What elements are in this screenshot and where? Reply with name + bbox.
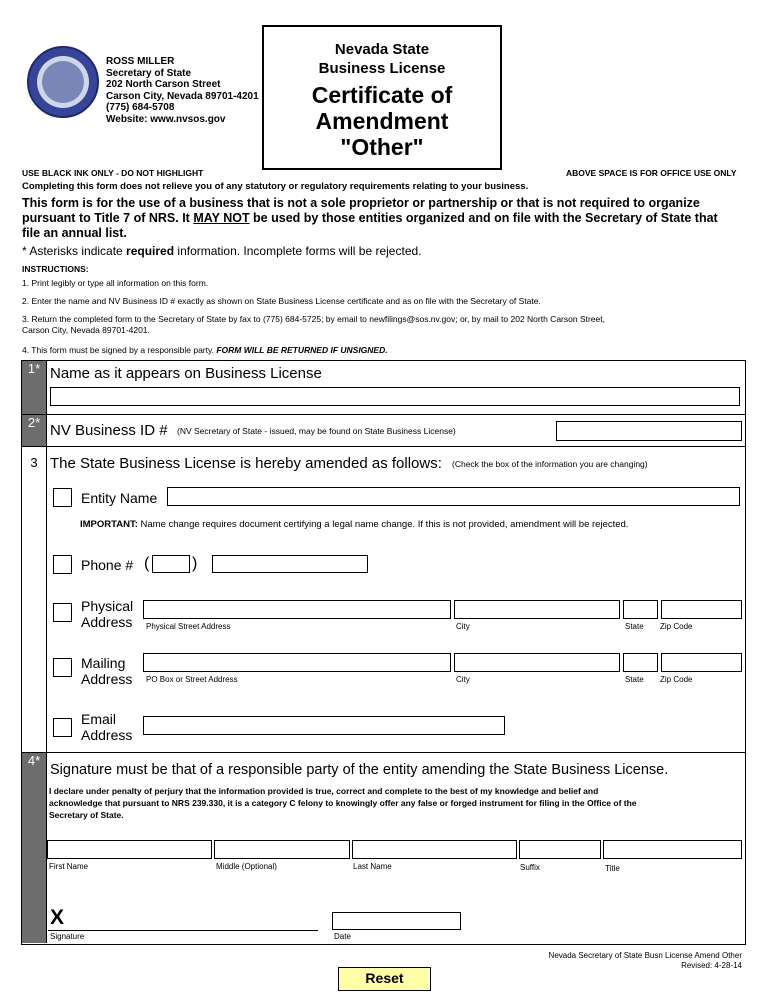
mailing-zip-input[interactable] xyxy=(661,653,742,672)
signature-line[interactable] xyxy=(48,930,318,931)
footer-form-info xyxy=(549,951,742,971)
middle-name-caption: Middle (Optional) xyxy=(216,862,277,871)
email-input[interactable] xyxy=(143,716,505,735)
date-input[interactable] xyxy=(332,912,461,930)
important-note: IMPORTANT: Name change requires document certifying a legal name change. If this is not provided, amendment will be rejected. xyxy=(80,519,629,530)
section-2-hint: (NV Secretary of State - issued, may be found on State Business License) xyxy=(177,426,456,436)
title-input[interactable] xyxy=(603,840,742,859)
suffix-caption: Suffix xyxy=(520,863,540,872)
section-1-label: Name as it appears on Business License xyxy=(50,365,322,382)
section-4-label: Signature must be that of a responsible party of the entity amending the State Business License. xyxy=(50,762,669,778)
physical-address-checkbox[interactable] xyxy=(53,603,72,622)
suffix-input[interactable] xyxy=(519,840,601,859)
physical-state-caption: State xyxy=(625,622,644,631)
declaration: I declare under penalty of perjury that the information provided is true, correct and complete to the best of my knowledge and belief and acknowledge that pursuant to NRS 239.330, it is a category C felony to knowingly offer any false or forged instrument for filing in the Office of the Secretary of State. xyxy=(49,786,637,820)
secretary-of-state-block xyxy=(106,56,259,126)
instruction-3a: 3. Return the completed form to the Secretary of State by fax to (775) 684-5725; by email to newfilings@sos.nv.gov; or, by mail to 202 North Carson Street, xyxy=(22,314,605,324)
physical-city-caption: City xyxy=(456,622,470,631)
email-label-1: Email xyxy=(81,711,117,727)
physical-zip-input[interactable] xyxy=(661,600,742,619)
title-line-5: "Other" xyxy=(340,134,424,160)
mailing-street-caption: PO Box or Street Address xyxy=(146,675,238,684)
asterisk-notice: * Asterisks indicate required information. Incomplete forms will be rejected. xyxy=(22,244,422,258)
instruction-1: 1. Print legibly or type all information on this form. xyxy=(22,278,209,288)
first-name-input[interactable] xyxy=(47,840,212,859)
sos-phone: (775) 684-5708 xyxy=(106,102,175,114)
physical-state-input[interactable] xyxy=(623,600,658,619)
sos-website: Website: www.nvsos.gov xyxy=(106,113,226,125)
phone-label: Phone # xyxy=(81,557,134,573)
mailing-city-caption: City xyxy=(456,675,470,684)
amendment-form xyxy=(21,360,746,945)
nevada-seal-icon xyxy=(27,46,99,118)
footer-revised: Revised: 4-28-14 xyxy=(681,961,742,970)
title-line-3: Certificate of xyxy=(311,82,453,108)
entity-name-checkbox[interactable] xyxy=(53,488,72,507)
section-1-number: 1* xyxy=(22,361,46,414)
sos-street: 202 North Carson Street xyxy=(106,79,221,91)
physical-label-2: Address xyxy=(81,614,133,630)
phone-checkbox[interactable] xyxy=(53,555,72,574)
section-2-number: 2* xyxy=(22,415,46,446)
section-3-number: 3 xyxy=(22,447,46,752)
mailing-zip-caption: Zip Code xyxy=(660,675,693,684)
area-code-close-paren: ) xyxy=(192,555,198,572)
mailing-address-checkbox[interactable] xyxy=(53,658,72,677)
physical-city-input[interactable] xyxy=(454,600,620,619)
instruction-4: 4. This form must be signed by a responsible party. FORM WILL BE RETURNED IF UNSIGNED. xyxy=(22,345,388,355)
physical-street-caption: Physical Street Address xyxy=(146,622,231,631)
physical-zip-caption: Zip Code xyxy=(660,622,693,631)
reset-button[interactable]: Reset xyxy=(338,967,431,991)
phone-number-input[interactable] xyxy=(212,555,368,573)
mailing-label-2: Address xyxy=(81,671,133,687)
mailing-city-input[interactable] xyxy=(454,653,620,672)
ink-notice: USE BLACK INK ONLY - DO NOT HIGHLIGHT xyxy=(22,168,204,178)
business-license-name-input[interactable] xyxy=(50,387,740,406)
mailing-state-caption: State xyxy=(625,675,644,684)
physical-street-input[interactable] xyxy=(143,600,451,619)
instruction-2: 2. Enter the name and NV Business ID # exactly as shown on State Business License certificate and as on file with the Secretary of State. xyxy=(22,296,541,306)
title-line-1: Nevada State xyxy=(334,41,430,58)
title-line-4: Amendment xyxy=(315,108,449,134)
entity-name-input[interactable] xyxy=(167,487,740,506)
sos-title: Secretary of State xyxy=(106,67,192,79)
purpose-notice: This form is for the use of a business that is not a sole proprietor or partnership or that is not required to organize pursuant to Title 7 of NRS. It MAY NOT be used by those entities organized and on file with the Secretary of State that file an annual list. xyxy=(22,196,718,240)
instruction-3b: Carson City, Nevada 89701-4201. xyxy=(22,325,150,335)
section-2-label: NV Business ID # xyxy=(50,422,168,439)
entity-name-label: Entity Name xyxy=(81,490,158,506)
email-label-2: Address xyxy=(81,727,133,743)
instructions-heading: INSTRUCTIONS: xyxy=(22,264,89,274)
mailing-street-input[interactable] xyxy=(143,653,451,672)
last-name-input[interactable] xyxy=(352,840,517,859)
middle-name-input[interactable] xyxy=(214,840,350,859)
area-code-open-paren: ( xyxy=(144,555,150,572)
area-code-input[interactable] xyxy=(152,555,190,573)
mailing-state-input[interactable] xyxy=(623,653,658,672)
date-caption: Date xyxy=(334,932,351,941)
sos-name: ROSS MILLER xyxy=(106,56,175,67)
signature-x-mark: X xyxy=(50,906,65,929)
title-box xyxy=(262,25,502,170)
footer-form-name: Nevada Secretary of State Busn License Amend Other xyxy=(548,951,742,960)
last-name-caption: Last Name xyxy=(353,862,392,871)
section-4-number: 4* xyxy=(22,753,46,943)
office-use-notice: ABOVE SPACE IS FOR OFFICE USE ONLY xyxy=(566,168,737,178)
section-3-label: The State Business License is hereby amended as follows: xyxy=(50,455,442,472)
mailing-label-1: Mailing xyxy=(81,655,126,671)
physical-label-1: Physical xyxy=(81,598,134,614)
sos-city: Carson City, Nevada 89701-4201 xyxy=(106,90,259,102)
nv-business-id-input[interactable] xyxy=(556,421,742,441)
title-caption: Title xyxy=(605,864,620,873)
email-address-checkbox[interactable] xyxy=(53,718,72,737)
title-line-2: Business License xyxy=(318,60,446,77)
first-name-caption: First Name xyxy=(49,862,89,871)
section-3-hint: (Check the box of the information you are changing) xyxy=(452,459,648,469)
signature-caption: Signature xyxy=(50,932,85,941)
relieve-notice: Completing this form does not relieve you of any statutory or regulatory requirements relating to your business. xyxy=(22,181,529,192)
